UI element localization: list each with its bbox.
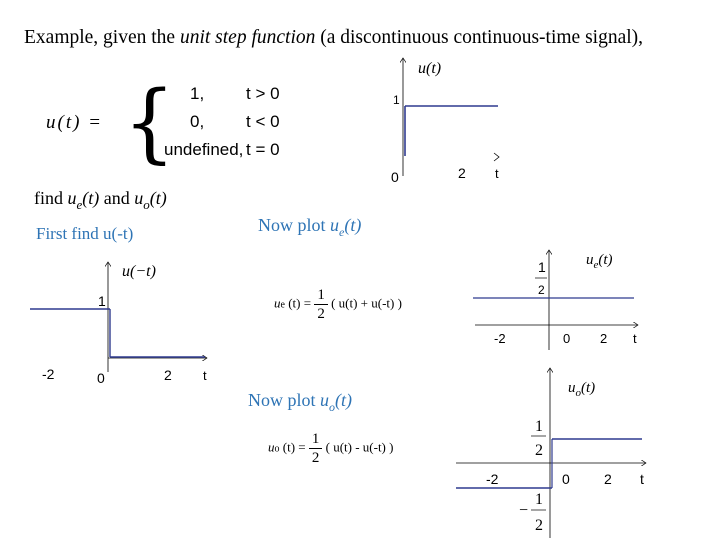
graph-ue-y-tick-den: 2 [538, 283, 545, 297]
step-first-find: First find u(-t) [36, 224, 134, 243]
graph-uo-origin: 0 [562, 471, 570, 487]
case-1-value: 1, [190, 84, 205, 103]
graph-uo-y-neg-num: 1 [535, 491, 543, 508]
title-suffix: (a discontinuous continuous-time signal), [315, 27, 644, 48]
graph-uo-y-pos-den: 2 [535, 442, 543, 459]
graph-u-x-arrow [494, 153, 499, 161]
graph-ue-origin: 0 [563, 331, 571, 346]
graph-uo-x-tick-neg: -2 [486, 471, 499, 487]
graph-uo-y-neg-den: 2 [535, 517, 543, 534]
graph-ue-x-axis-label: t [633, 331, 637, 346]
task-text: find $u_e(t)$ and $u_o(t)$ [34, 188, 167, 212]
graph-uneg-x-axis-label: t [203, 368, 207, 383]
graph-ue-x-tick-neg: -2 [494, 331, 506, 346]
graph-ue-x-tick: 2 [600, 331, 608, 346]
graph-uo-label: $u_o(t)$ [568, 380, 596, 399]
graph-uneg-x-tick-neg: -2 [42, 366, 55, 382]
heading-plot-ue: Now plot $u_e(t)$ [258, 215, 362, 239]
title-emphasis: unit step function [179, 27, 316, 48]
graph-u-x-axis-label: t [495, 166, 499, 181]
graph-uo-y-pos-num: 1 [535, 418, 543, 435]
formula-uo-num: 1 [309, 430, 323, 449]
graph-ue [473, 250, 638, 350]
graph-uneg-x-tick: 2 [164, 367, 172, 383]
graph-ue-label: $u_e(t)$ [586, 252, 613, 271]
graph-uneg-origin: 0 [97, 370, 105, 386]
graph-uo [456, 368, 646, 538]
graph-uneg-label: u(−t) [122, 263, 156, 280]
graph-uo-x-axis-label: t [640, 471, 644, 487]
formula-uo-den: 2 [311, 450, 320, 466]
case-1-condition: t > 0 [246, 84, 280, 103]
formula-ue-den: 2 [317, 306, 325, 322]
graph-u-label: u(t) [418, 60, 442, 77]
graph-uo-y-neg-sign: − [519, 502, 529, 519]
graph-uneg-y-tick: 1 [98, 293, 106, 309]
graph-u-y-tick: 1 [393, 93, 400, 107]
case-2-condition: t < 0 [246, 112, 280, 131]
case-3-value: undefined, [164, 140, 244, 159]
graph-u-origin: 0 [391, 169, 399, 185]
graph-u-x-tick: 2 [458, 165, 466, 181]
formula-uo: uo (t) = $\frac{1}{2}$ ( u(t) - u(-t) ) [268, 431, 394, 466]
graph-u [391, 58, 499, 185]
definition-brace: { [123, 73, 176, 173]
heading-plot-uo: Now plot $u_o(t)$ [248, 390, 352, 414]
formula-ue-num: 1 [314, 286, 328, 305]
graph-u-neg [30, 262, 207, 386]
formula-ue: ue (t) = $\frac{1}{2}$ ( u(t) + u(-t) ) [274, 287, 402, 322]
definition-lhs: u(t) = [46, 112, 104, 133]
title-prefix: Example, given the [24, 27, 180, 48]
case-2-value: 0, [190, 112, 205, 131]
case-3-condition: t = 0 [246, 140, 280, 159]
graph-ue-y-tick-num: 1 [538, 259, 546, 275]
graph-uo-x-tick: 2 [604, 471, 612, 487]
